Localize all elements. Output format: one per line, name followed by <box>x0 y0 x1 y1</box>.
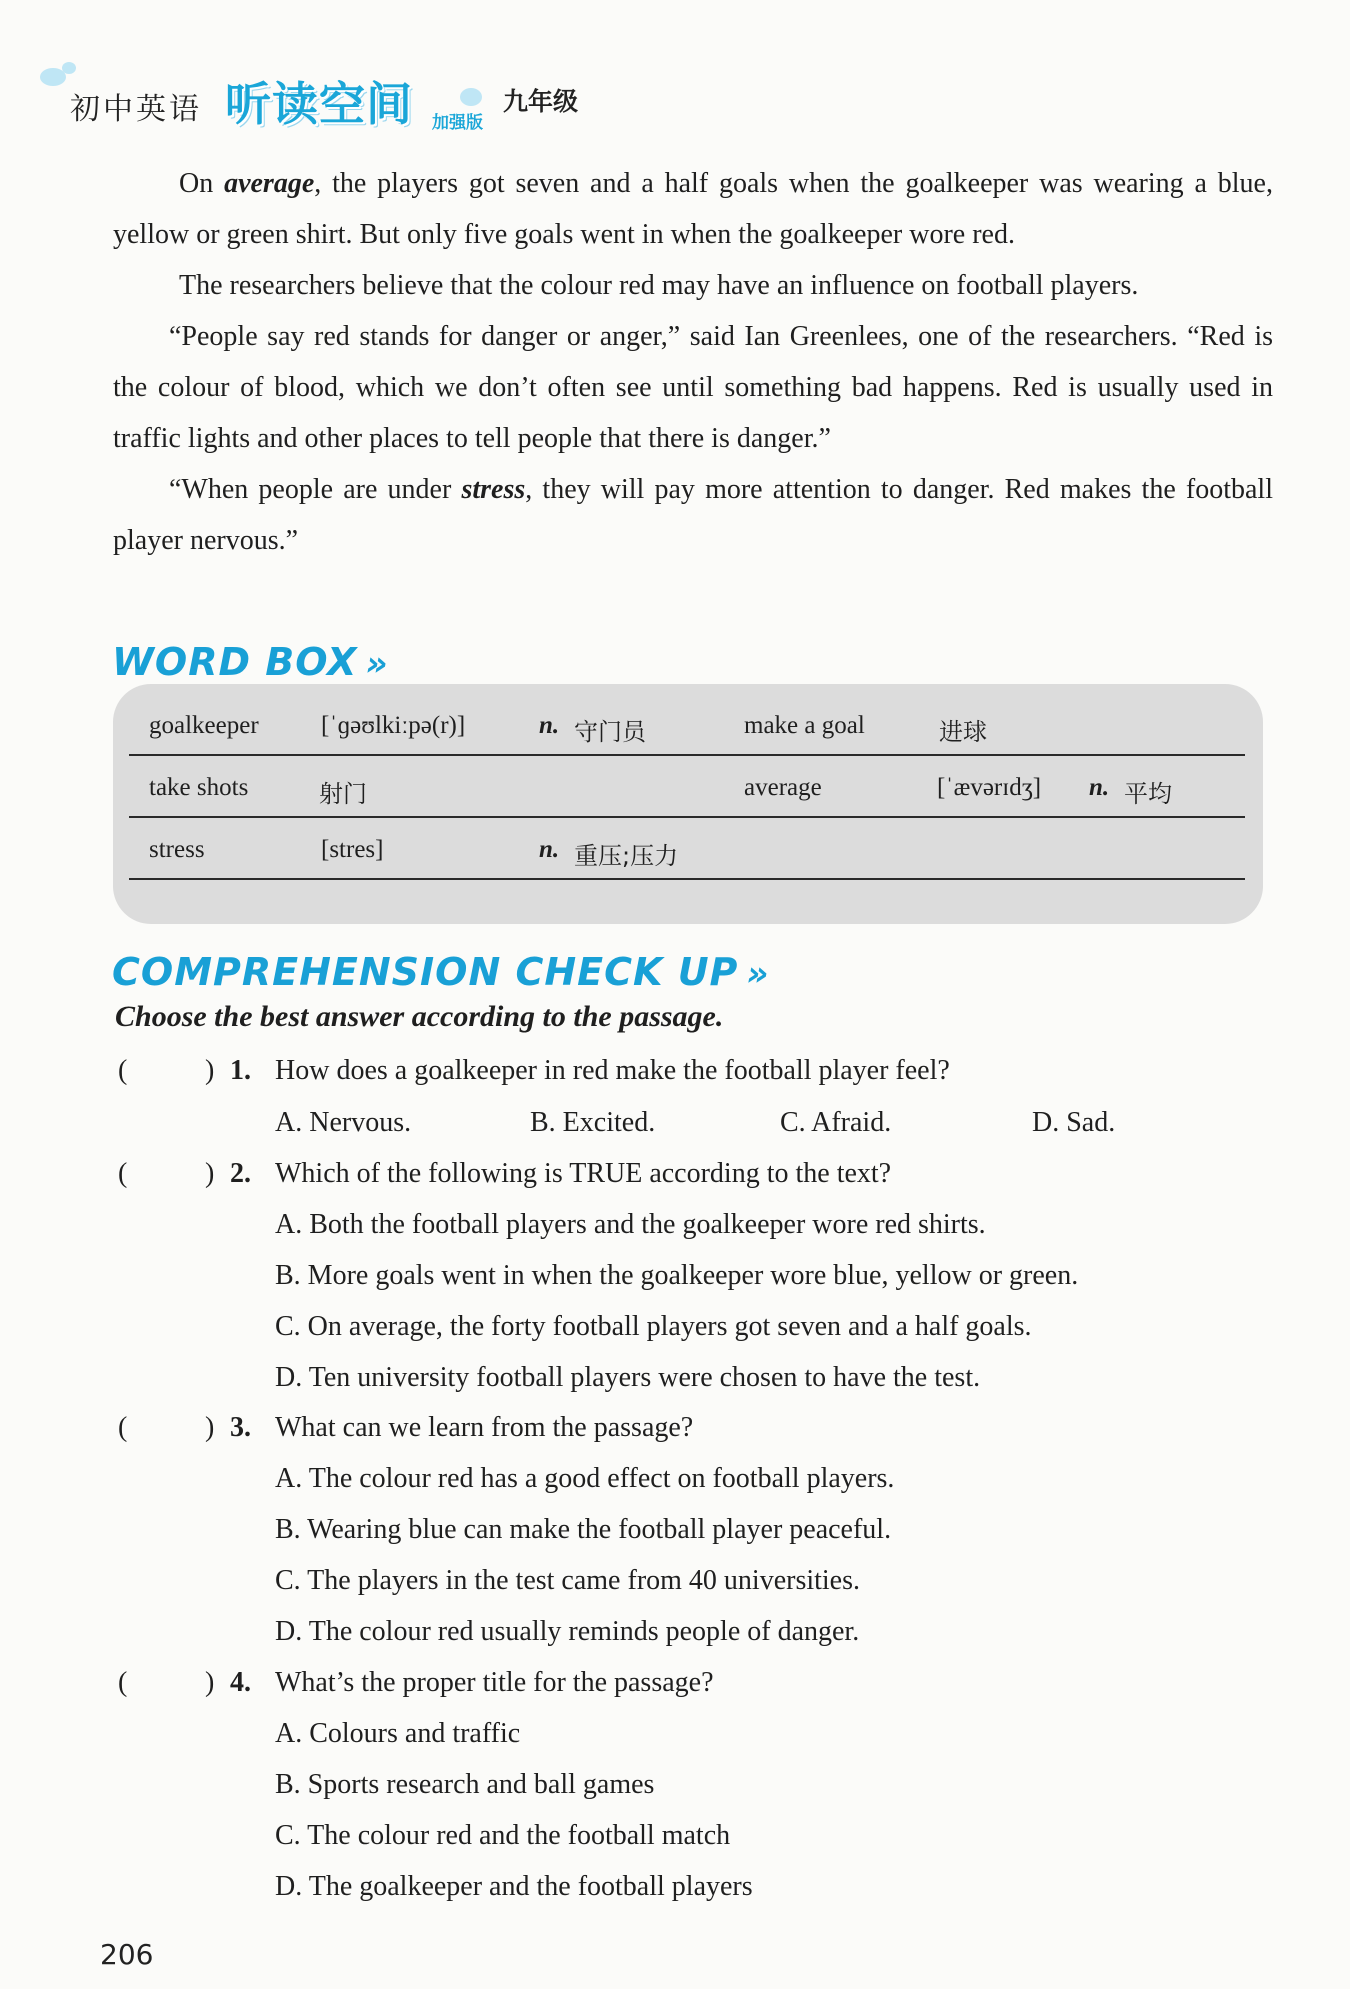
answer-paren-open: ( <box>118 1412 128 1443</box>
vocab-word: make a goal <box>744 712 865 739</box>
vocab-word: average <box>744 774 822 801</box>
question-number: 3. <box>230 1412 251 1443</box>
vocab-meaning: 守门员 <box>574 718 646 746</box>
option-d: D. Sad. <box>1032 1107 1116 1138</box>
grade-label: 九年级 <box>503 87 579 116</box>
option-a: A. The colour red has a good effect on football players. <box>275 1463 895 1494</box>
option-c: C. The players in the test came from 40 universities. <box>275 1565 861 1596</box>
vocab-meaning: 进球 <box>939 718 987 746</box>
paragraph-text: “People say red stands for danger or anger,” said Ian Greenlees, one of the researchers. “Red is the colour of blood, which we don’t often see until something bad happens. Red is usually used in traffic lights and other places to tell people that there is danger.” <box>113 321 1273 454</box>
answer-paren-close: ) <box>205 1667 215 1698</box>
option-a: A. Nervous. <box>275 1107 412 1138</box>
paragraph-text: On <box>179 168 225 199</box>
word-box-row <box>129 694 1245 756</box>
question-number: 2. <box>230 1158 251 1189</box>
option-c: C. Afraid. <box>780 1107 892 1138</box>
vocab-phonetic: [ˈɡəʊlkiːpə(r)] <box>321 712 466 739</box>
keyword-average: average <box>224 168 315 199</box>
option-b: B. More goals went in when the goalkeeper wore blue, yellow or green. <box>275 1260 1079 1291</box>
option-d: D. The colour red usually reminds people of danger. <box>275 1616 860 1647</box>
vocab-phonetic: [ˈævərɪdʒ] <box>937 774 1042 801</box>
reading-passage <box>113 158 1273 566</box>
paragraph-text: The researchers believe that the colour red may have an influence on football players. <box>179 270 1139 301</box>
question-number: 4. <box>230 1667 251 1698</box>
double-chevron-icon: » <box>746 954 770 994</box>
answer-paren-open: ( <box>118 1055 128 1086</box>
word-box-row <box>129 756 1245 818</box>
paragraph-text: , the players got seven and a half goals when the goalkeeper was wearing a blue, yellow or green shirt. But only five goals went in when the goalkeeper wore red. <box>113 168 1273 250</box>
comprehension-title: COMPREHENSION CHECK UP <box>112 950 739 994</box>
page-number: 206 <box>100 1938 154 1971</box>
bubble-decoration <box>460 88 482 106</box>
vocab-pos: n. <box>539 836 560 863</box>
passage-paragraph <box>113 311 1273 464</box>
question-text: Which of the following is TRUE according to the text? <box>275 1158 892 1189</box>
answer-paren-open: ( <box>118 1667 128 1698</box>
passage-paragraph <box>113 464 1273 566</box>
comprehension-heading <box>112 950 770 994</box>
vocab-meaning: 平均 <box>1124 780 1172 808</box>
vocab-meaning: 重压;压力 <box>574 842 679 870</box>
bubble-decoration <box>62 62 76 74</box>
question-text: What can we learn from the passage? <box>275 1412 694 1443</box>
page-header <box>40 62 740 142</box>
option-b: B. Sports research and ball games <box>275 1769 655 1800</box>
option-b: B. Excited. <box>530 1107 656 1138</box>
word-box-title: WORD BOX <box>112 640 358 684</box>
option-c: C. The colour red and the football match <box>275 1820 731 1851</box>
answer-paren-close: ) <box>205 1158 215 1189</box>
option-d: D. Ten university football players were chosen to have the test. <box>275 1362 981 1393</box>
word-box-row <box>129 818 1245 880</box>
option-a: A. Both the football players and the goalkeeper wore red shirts. <box>275 1209 986 1240</box>
answer-paren-close: ) <box>205 1055 215 1086</box>
series-title: 初中英语 <box>70 92 202 127</box>
vocab-word: goalkeeper <box>149 712 259 739</box>
word-box-heading <box>112 640 389 684</box>
brand-title: 听读空间 <box>225 77 413 131</box>
vocab-word: take shots <box>149 774 249 801</box>
question-text: How does a goalkeeper in red make the football player feel? <box>275 1055 950 1086</box>
vocab-meaning: 射门 <box>319 780 367 808</box>
passage-paragraph <box>113 260 1273 311</box>
word-box <box>113 684 1263 924</box>
double-chevron-icon: » <box>365 644 389 684</box>
passage-paragraph <box>113 158 1273 260</box>
vocab-pos: n. <box>1089 774 1110 801</box>
instruction-text: Choose the best answer according to the passage. <box>115 1000 724 1033</box>
paragraph-text: , they will pay more attention to danger. Red makes the football player nervous.” <box>113 474 1273 556</box>
option-d: D. The goalkeeper and the football players <box>275 1871 753 1902</box>
option-b: B. Wearing blue can make the football player peaceful. <box>275 1514 892 1545</box>
answer-paren-close: ) <box>205 1412 215 1443</box>
keyword-stress: stress <box>461 474 526 505</box>
answer-paren-open: ( <box>118 1158 128 1189</box>
vocab-phonetic: [stres] <box>321 836 384 863</box>
option-c: C. On average, the forty football players got seven and a half goals. <box>275 1311 1032 1342</box>
question-text: What’s the proper title for the passage? <box>275 1667 714 1698</box>
option-a: A. Colours and traffic <box>275 1718 521 1749</box>
vocab-word: stress <box>149 836 205 863</box>
paragraph-text: “When people are under <box>169 474 462 505</box>
vocab-pos: n. <box>539 712 560 739</box>
edition-label: 加强版 <box>432 113 483 133</box>
question-number: 1. <box>230 1055 251 1086</box>
